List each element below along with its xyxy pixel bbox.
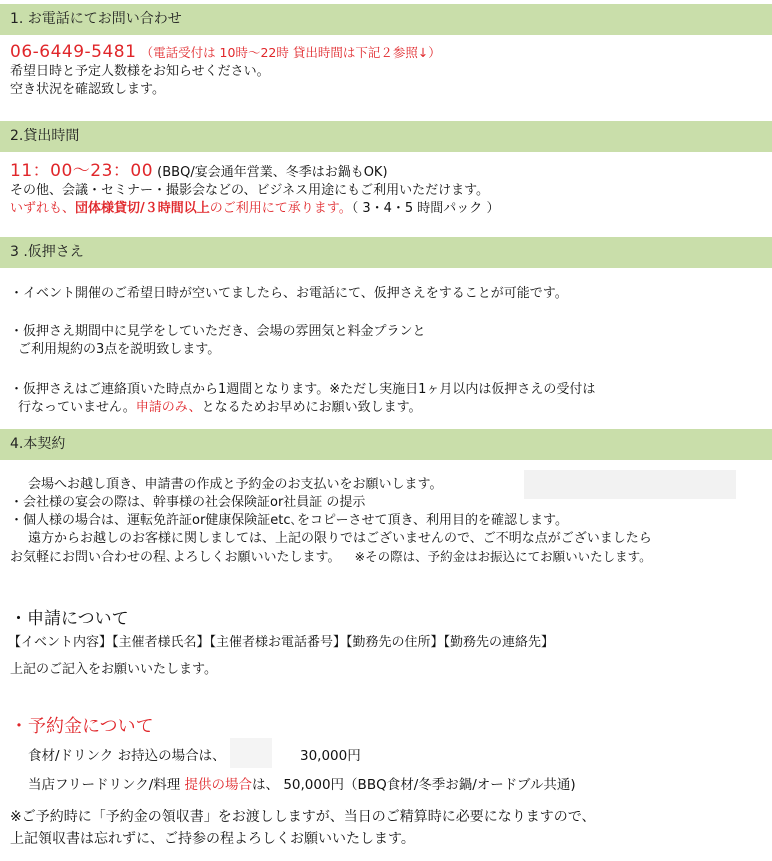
deposit-foot-2: 上記領収書は忘れずに、ご持参の程よろしくお願いいたします。	[10, 831, 415, 847]
sec4-l3: ・個人様の場合は、運転免許証or健康保険証etc､をコピーさせて頂き、利用目的を確認します。	[10, 513, 568, 528]
sec3-p2-l1: ・仮押さえ期間中に見学をしていただき、会場の雰囲気と料金プランと	[10, 324, 426, 339]
section-1-heading: 1. お電話にてお問い合わせ	[0, 4, 772, 35]
deposit-row-2-a: 当店フリードリンク/料理	[28, 777, 185, 793]
deposit-row-1-price: 30,000円	[300, 748, 361, 764]
sec3-p3-l2b: 申請のみ、	[135, 400, 202, 415]
sec4-l5b: ※その際は、予約金はお振込にてお願いいたします。	[354, 549, 652, 564]
sec4-l2: ・会社様の宴会の際は、幹事様の社会保険証or社員証 の提示	[10, 495, 366, 510]
rental-hours-note: (BBQ/宴会通年営業、冬季はお鍋もOK)	[157, 165, 388, 180]
sec1-line2: 希望日時と予定人数様をお知らせください。	[10, 64, 270, 79]
sec3-p3-l1: ・仮押さえはご連絡頂いた時点から1週間となります。※ただし実施日1ヶ月以内は仮押さえの受付は	[10, 382, 596, 397]
sec4-l5a: お気軽にお問い合わせの程､よろしくお願いいたします。	[10, 550, 341, 565]
phone-note: （電話受付は 10時～22時 貸出時間は下記２参照↓）	[140, 45, 441, 60]
phone-number[interactable]: 06-6449-5481	[10, 42, 137, 62]
application-note: 上記のご記入をお願いいたします。	[10, 662, 217, 677]
application-title: ・申請について	[10, 609, 129, 629]
section-2-body	[10, 162, 766, 218]
deposit-title: ・予約金について	[10, 716, 154, 737]
deposit-row-2-b: 提供の場合	[184, 777, 253, 793]
sec2-line3-b: 団体様貸切/３時間以上	[75, 201, 210, 216]
sec2-line3-d: （ 3・4・5 時間パック ）	[351, 201, 500, 216]
rental-hours: 11：00～23：00	[10, 161, 154, 181]
deposit-footnote	[10, 806, 766, 850]
sec3-p2-l2: ご利用規約の3点を説明致します。	[18, 342, 221, 357]
application-items: 【イベント内容】【主催者様氏名】【主催者様お電話番号】【勤務先の住所】【勤務先の連絡先】	[8, 635, 555, 650]
sec3-p1	[10, 285, 766, 303]
sec3-p3	[10, 381, 766, 417]
sec4-l1: 会場へお越し頂き、申請書の作成と予約金のお支払いをお願いします。	[28, 477, 443, 492]
section-2-heading: 2.貸出時間	[0, 121, 772, 152]
sec4-l4: 遠方からお越しのお客様に関しましては、上記の限りではございませんので、ご不明な点がございましたら	[28, 531, 652, 546]
section-4-body	[10, 476, 766, 567]
deposit-row-1-label: 食材/ドリンク お持込の場合は、	[28, 748, 226, 764]
sec3-p3-l2c: となるためお早めにお願い致します。	[201, 400, 422, 415]
sec3-p3-l2a: 行なっていません。	[18, 400, 136, 415]
section-1-body	[10, 43, 766, 99]
section-3-heading: 3 .仮押さえ	[0, 237, 772, 268]
deposit-foot-1: ※ご予約時に「予約金の領収書」をお渡ししますが、当日のご精算時に必要になりますので、	[10, 809, 596, 825]
sec2-line3-a: いずれも、	[10, 201, 76, 216]
deposit-row-2	[28, 773, 576, 793]
sec1-line3: 空き状況を確認致します。	[10, 82, 165, 97]
section-4-heading: 4.本契約	[0, 429, 772, 460]
sec2-line3-c: のご利用にて承ります。	[209, 201, 352, 216]
sec2-line2: その他、会議・セミナー・撮影会などの、ビジネス用途にもご利用いただけます。	[10, 183, 490, 198]
decorative-box-2	[230, 738, 272, 768]
deposit-row-2-c: は、 50,000円（BBQ食材/冬季お鍋/オードブル共通)	[252, 777, 576, 793]
sec3-p1-text: ・イベント開催のご希望日時が空いてましたら、お電話にて、仮押さえをすることが可能です。	[10, 286, 568, 301]
sec3-p2	[10, 323, 766, 359]
